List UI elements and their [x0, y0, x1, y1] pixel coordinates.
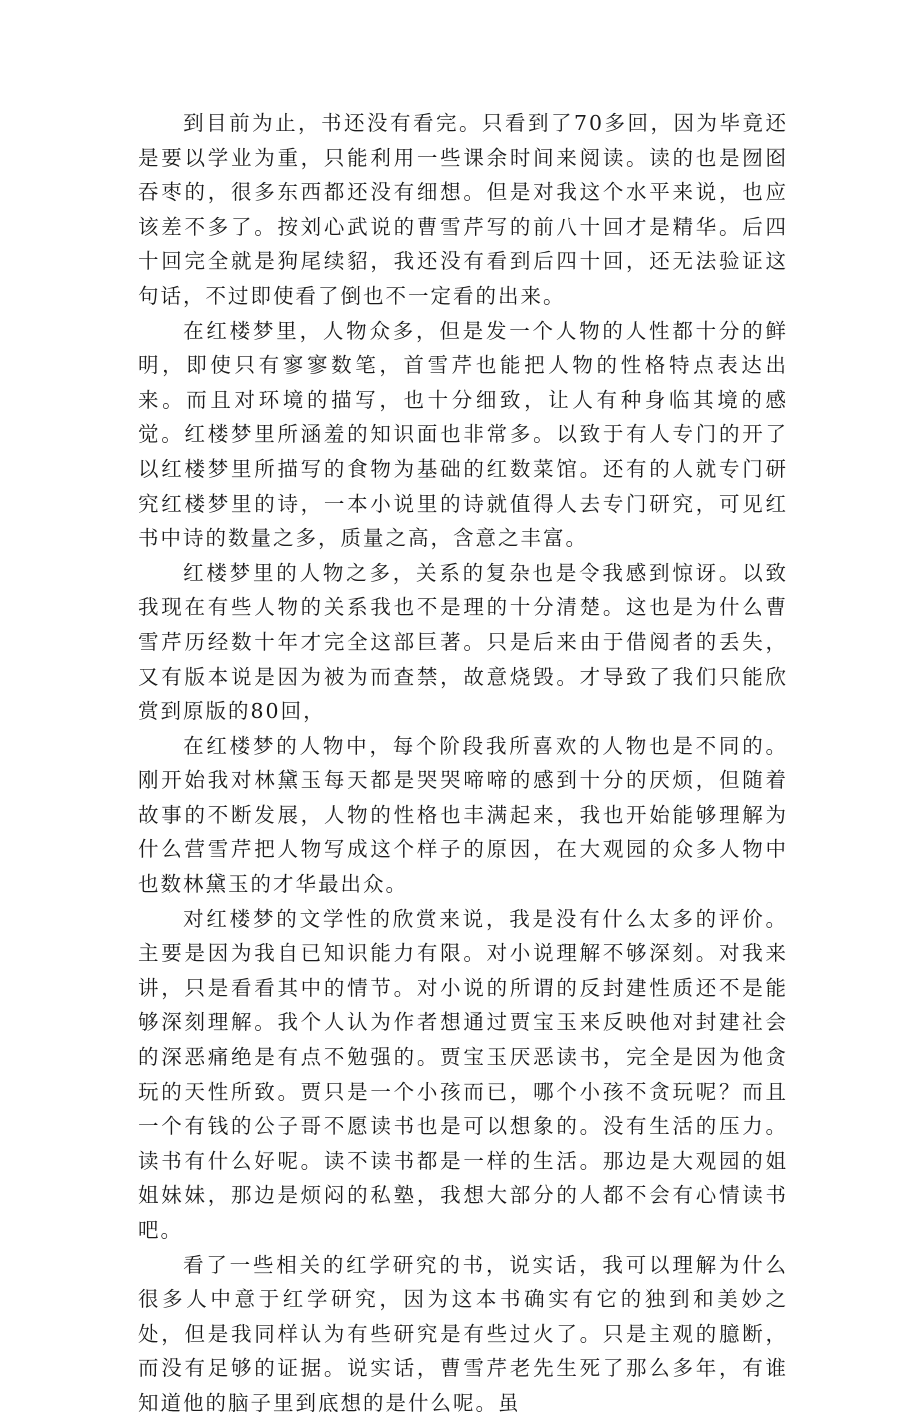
- paragraph-1: 到目前为止，书还没有看完。只看到了70多回，因为毕竟还是要以学业为重，只能利用一些课余时间来阅读。读的也是囫囵吞枣的，很多东西都还没有细想。但是对我这个水平来说，也应该差不多了。按刘心武说的曹雪芹写的前八十回才是精华。后四十回完全就是狗尾续貂，我还没有看到后四十回，还无法验证这句话，不过即使看了倒也不一定看的出来。: [138, 111, 788, 308]
- paragraph-2: 在红楼梦里，人物众多，但是发一个人物的人性都十分的鲜明，即使只有寥寥数笔，首雪芹也能把人物的性格特点表达出来。而且对环境的描写，也十分细致，让人有种身临其境的感觉。红楼梦里所涵羞的知识面也非常多。以致于有人专门的开了以红楼梦里所描写的食物为基础的红数菜馆。还有的人就专门研究红楼梦里的诗，一本小说里的诗就值得人去专门研究，可见红书中诗的数量之多，质量之高，含意之丰富。: [138, 318, 788, 551]
- paragraph-4: 在红楼梦的人物中，每个阶段我所喜欢的人物也是不同的。刚开始我对林黛玉每天都是哭哭啼啼的感到十分的厌烦，但随着故事的不断发展，人物的性格也丰满起来，我也开始能够理解为什么营雪芹把人物写成这个样子的原因，在大观园的众多人物中也数林黛玉的才华最出众。: [138, 733, 788, 897]
- paragraph-5: 对红楼梦的文学性的欣赏来说，我是没有什么太多的评价。主要是因为我自已知识能力有限。对小说理解不够深刻。对我来讲，只是看看其中的情节。对小说的所谓的反封建性质还不是能够深刻理解。我个人认为作者想通过贾宝玉来反映他对封建社会的深恶痛绝是有点不勉强的。贾宝玉厌恶读书，完全是因为他贪玩的天性所致。贾只是一个小孩而已，哪个小孩不贪玩呢？而且一个有钱的公子哥不愿读书也是可以想象的。没有生活的压力。读书有什么好呢。读不读书都是一样的生活。那边是大观园的姐姐妹妹，那边是烦闷的私塾，我想大部分的人都不会有心情读书吧。: [138, 906, 788, 1242]
- paragraph-6: 看了一些相关的红学研究的书，说实话，我可以理解为什么很多人中意于红学研究，因为这本书确实有它的独到和美妙之处，但是我同样认为有些研究是有些过火了。只是主观的臆断，而没有足够的证据。说实话，曹雪芹老先生死了那么多年，有谁知道他的脑子里到底想的是什么呢。虽: [138, 1252, 788, 1415]
- document-body: [138, 106, 788, 1421]
- paragraph-3: 红楼梦里的人物之多，关系的复杂也是令我感到惊讶。以致我现在有些人物的关系我也不是理的十分清楚。这也是为什么曹雪芹历经数十年才完全这部巨著。只是后来由于借阅者的丢失，又有版本说是因为被为而查禁，故意烧毁。才导致了我们只能欣赏到原版的80回，: [138, 560, 788, 724]
